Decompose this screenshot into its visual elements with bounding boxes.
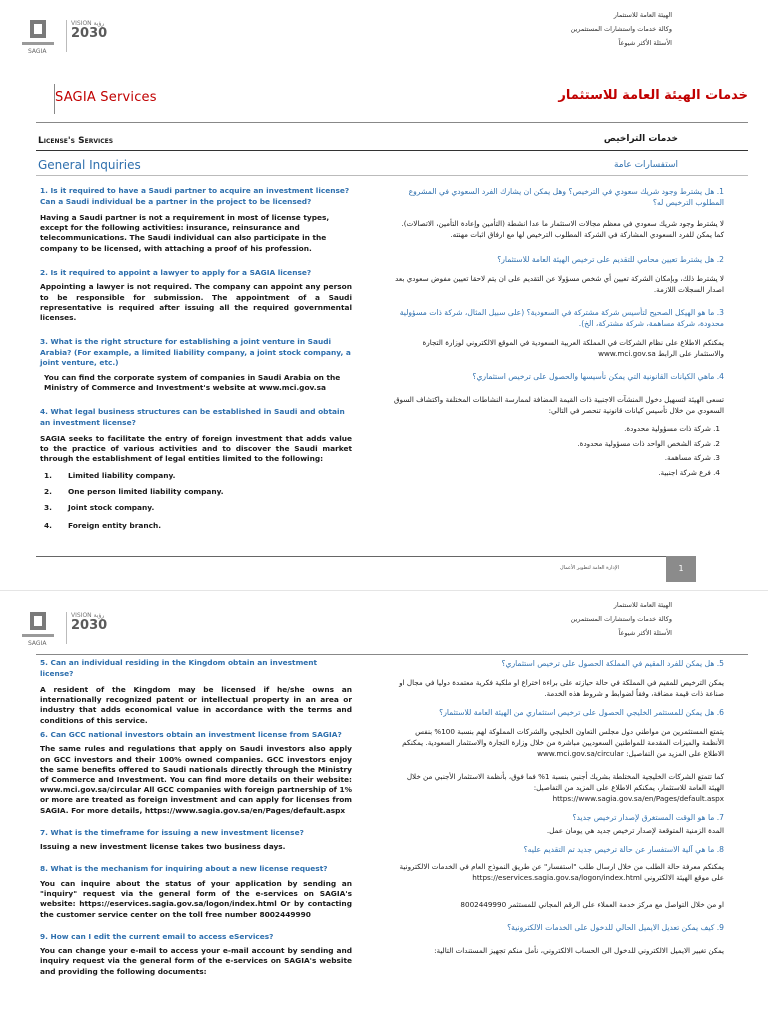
vision-2030-logo-2 [66,612,121,644]
faq-answer-9-ar: يمكن تغيير الايميل الالكتروني للدخول الى الحساب الالكتروني، نأمل منكم تجهيز المستندات التالية: [434,946,724,955]
general-inquiries-ar: استفسارات عامة [613,160,678,170]
faq-answer-1-ar: لا يشترط وجود شريك سعودي في معظم مجالات الاستثمار ما عدا انشطة (التأمين وإعادة التأمين، الاتصالات). كما يمكن للفرد السعودي المشاركة في الشركة المطلوب الترخيص لها مع ارفاق اثبات مهنته. [401,219,724,239]
faq-question-1-en: 1. Is it required to have a Saudi partner to acquire an investment license? Can a Saudi individual be a partner in the project to be licensed? [40,186,350,206]
vision-2030-logo [66,20,121,52]
footer-text: الإدارة العامة لتطوير الأعمال [560,565,620,571]
faq-question-2-ar: 2. هل يشترط تعيين محامي للتقديم على ترخيص الهيئة العامة للاستثمار؟ [497,255,724,264]
title-en: SAGIA Services [55,90,157,105]
header-line-1: الهيئة العامة للاستثمار [613,11,672,19]
sagia-logo-text: SAGIA [28,640,47,647]
page2-right-column [392,658,724,956]
sagia-logo-text: SAGIA [28,48,47,55]
faq-answer-7-en: Issuing a new investment license takes two business days. [40,842,286,852]
header-line-2: وكالة خدمات واستشارات المستثمرين [570,615,672,623]
faq-answer-1-en: Having a Saudi partner is not a requirement in most of license types, except for the following activities: insurance, reinsurance and telecommunications. The Saudi individual can also participate in the company to be licensed, with attaching a proof of his profession. [40,213,330,253]
list-item: 4. Foreign entity branch. [44,520,162,530]
sagia-logo [18,18,58,58]
section-en: License's Services [38,136,114,146]
header-rule [36,122,748,123]
faq-answer-2-ar: لا يشترط ذلك، وبإمكان الشركة تعيين أي شخص مسؤولا عن التقديم على ان يتم لاحقا تعيين مفوض سعودي بعد اصدار السجلات اللازمة. [395,274,724,294]
list-item: 2. One person limited liability company. [44,486,224,496]
faq-question-7-ar: 7. ما هو الوقت المستغرق لإصدار ترخيص جديد؟ [572,813,724,822]
faq-answer-8b-ar: او من خلال التواصل مع مركز خدمة العملاء على الرقم المجاني للمستثمر 8002449990 [460,900,724,909]
page1-left-column [40,186,352,531]
vision-year: 2030 [71,618,108,633]
faq-answer-5-ar: يمكن الترخيص للمقيم في المملكة في حالة حيازته على براءة اختراع او ملكية فكرية معتمدة دوليا في مجال او صناعة ذات قيمة مضافة، وفقاً لضوابط و شروط هذه الخدمة. [399,678,724,698]
faq-question-3-ar: 3. ما هو الهيكل الصحيح لتأسيس شركة مشتركة في السعودية؟ (على سبيل المثال، شركة ذات مسؤولية محدودة، شركة مساهمة، شركة مشتركة، الخ). [399,308,724,328]
general-inquiries-en: General Inquiries [38,158,141,172]
entity-list-en [40,471,352,531]
section-ar: خدمات التراخيص [603,134,678,144]
faq-answer-8-ar: يمكنكم معرفة حالة الطلب من خلال ارسال طلب "استفسار" عن طريق النموذج العام في الخدمات الالكترونية على موقع الهيئة الالكتروني https://eservices.sagia.gov.sa/logon/index.html [399,862,724,882]
faq-answer-4-en: SAGIA seeks to facilitate the entry of foreign investment that adds value to the practice of various activities and to discover the Saudi market through the establishment of legal entities limited to the following: [40,434,352,464]
header-line-3: الأسئلة الأكثر شيوعاً [618,629,672,637]
faq-answer-6-ar: يتمتع المستثمرين من مواطني دول مجلس التعاون الخليجي والشركات المملوكة لهم بنسبة 100% بنفس الأنظمة والميزات المقدمة للمواطنين السعوديين مباشرة من خلال وزارة التجارة والاستثمار السعودية. يمكنكم الاطلاع على المزيد من التفاصيل: www.mci.gov.sa/circular [402,727,724,758]
page-number [666,556,696,582]
faq-question-8-en: 8. What is the mechanism for inquiring about a new license request? [40,864,328,874]
faq-question-4-ar: 4. ماهي الكيانات القانونية التي يمكن تأسيسها والحصول على ترخيص استثماري؟ [472,372,724,381]
vision-year: 2030 [71,26,108,41]
faq-question-8-ar: 8. ما هي آلية الاستفسار عن حالة ترخيص جديد تم التقديم عليه؟ [523,845,724,854]
faq-question-3-en: 3. What is the right structure for establishing a joint venture in Saudi Arabia? (For example, a limited liability company, a joint stock company, a joint venture, etc.) [40,337,351,368]
faq-question-5-ar: 5. هل يمكن للفرد المقيم في المملكة الحصول على ترخيص استثماري؟ [501,659,724,668]
vision-label: VISION رؤية [71,612,105,619]
faq-answer-5-en: A resident of the Kingdom may be licensed if he/she owns an internationally recognized patent or intellectual property in an area or industry that adds economical value in accordance with the terms and conditions of this service. [40,685,352,725]
header-right-lines-2 [452,600,672,638]
faq-question-9-en: 9. How can I edit the current email to access eServices? [40,931,274,941]
header-line-1: الهيئة العامة للاستثمار [613,601,672,609]
sagia-logo-2 [18,610,58,650]
faq-answer-3-en: You can find the corporate system of companies in Saudi Arabia on the Ministry of Commerce and Investment's website at www.mci.gov.sa [44,372,341,392]
faq-question-1-ar: 1. هل يشترط وجود شريك سعودي في الترخيص؟ وهل يمكن ان يشارك الفرد السعودي في المشروع المطلوب الترخيص له؟ [408,187,724,207]
section-rule [36,150,748,151]
header-line-3: الأسئلة الأكثر شيوعاً [618,39,672,47]
page2-header-rule [36,654,748,655]
title-en-bar [54,84,55,114]
faq-question-2-en: 2. Is it required to appoint a lawyer to apply for a SAGIA license? [40,267,312,277]
faq-answer-3-ar: يمكنكم الاطلاع على نظام الشركات في المملكة العربية السعودية في الموقع الالكتروني لوزارة التجارة والاستثمار على الرابط www.mci.gov.sa [422,338,724,358]
header-right-lines [452,10,672,48]
faq-question-9-ar: 9. كيف يمكن تعديل الايميل الحالي للدخول على الخدمات الالكترونية؟ [507,923,724,932]
list-item: 2. شركة الشخص الواحد ذات مسؤولية محدودة. [577,438,720,448]
faq-answer-2-en: Appointing a lawyer is not required. The company can appoint any person to be responsible for submission. The appointment of a Saudi representative is required after issuing all the required governmental licenses. [40,282,352,322]
entity-list-ar [392,424,724,478]
vision-label: VISION رؤية [71,20,105,27]
faq-answer-9-en: You can change your e-mail to access your e-mail account by sending and inquiry request via the general form of the e-services on SAGIA's website and providing the following documents: [40,946,352,976]
faq-question-7-en: 7. What is the timeframe for issuing a new investment license? [40,827,304,837]
faq-question-4-en: 4. What legal business structures can be established in Saudi and obtain an investment license? [40,407,345,427]
faq-answer-6-en: The same rules and regulations that apply on Saudi investors also apply on GCC investors and their 100% owned companies. GCC investors enjoy the same benefits offered to Saudi nationals directly through the Ministry of Commerce and Investment. You can find more details on their website: www.mci.gov.sa/circular All GCC companies with foreign partnership of 1% or more are treated as foreign investment and can apply for licenses from SAGIA. For more details, https://www.sagia.gov.sa/en/Pages/default.aspx [40,744,352,815]
faq-answer-7-ar: المدة الزمنية المتوقعة لإصدار ترخيص جديد هي يومان عمل. [546,826,724,835]
faq-question-5-en: 5. Can an individual residing in the Kingdom obtain an investment license? [40,658,318,678]
header-line-2: وكالة خدمات واستشارات المستثمرين [570,25,672,33]
page2-left-column [40,658,352,977]
list-item: 4. فرع شركة اجنبية. [658,467,720,477]
page-divider [0,590,768,591]
faq-answer-4-ar: تسعى الهيئة لتسهيل دخول المنشآت الاجنبية ذات القيمة المضافة لممارسة النشاطات المختلفة واكتشاف السوق السعودي من خلال تأسيس كيانات قانونية تنحصر في التالي: [393,395,724,415]
title-ar: خدمات الهيئة العامة للاستثمار [558,88,748,103]
faq-question-6-en: 6. Can GCC national investors obtain an investment license from SAGIA? [40,729,342,739]
faq-answer-6b-ar: كما تتمتع الشركات الخليجية المختلطة بشريك أجنبي بنسبة 1% فما فوق، بأنظمة الاستثمار الأجنبي من خلال الهيئة العامة للاستثمار، يمكنكم الاطلاع على المزيد من التفاصيل: https://www.sagia.gov.sa/en/Pages/default.aspx [406,772,724,803]
list-item: 1. شركة ذات مسؤولية محدودة. [624,424,720,433]
list-item: 3. شركة مساهمة. [664,453,720,463]
page-number-value: 1 [678,564,684,573]
list-item: 3. Joint stock company. [44,502,155,512]
footer-rule [36,556,666,557]
faq-question-6-ar: 6. هل يمكن للمستثمر الخليجي الحصول على ترخيص استثماري من الهيئة العامة للاستثمار؟ [439,708,724,717]
faq-answer-8-en: You can inquire about the status of your application by sending an "inquiry" request via the general form of the e-services on SAGIA's website: https://eservices.sagia.gov.sa/logon/index.html Or by contacting the customer service center on the toll free number 8002449990 [40,878,352,919]
list-item: 1. Limited liability company. [44,470,176,480]
general-rule [36,175,748,176]
page1-right-column [392,186,724,478]
